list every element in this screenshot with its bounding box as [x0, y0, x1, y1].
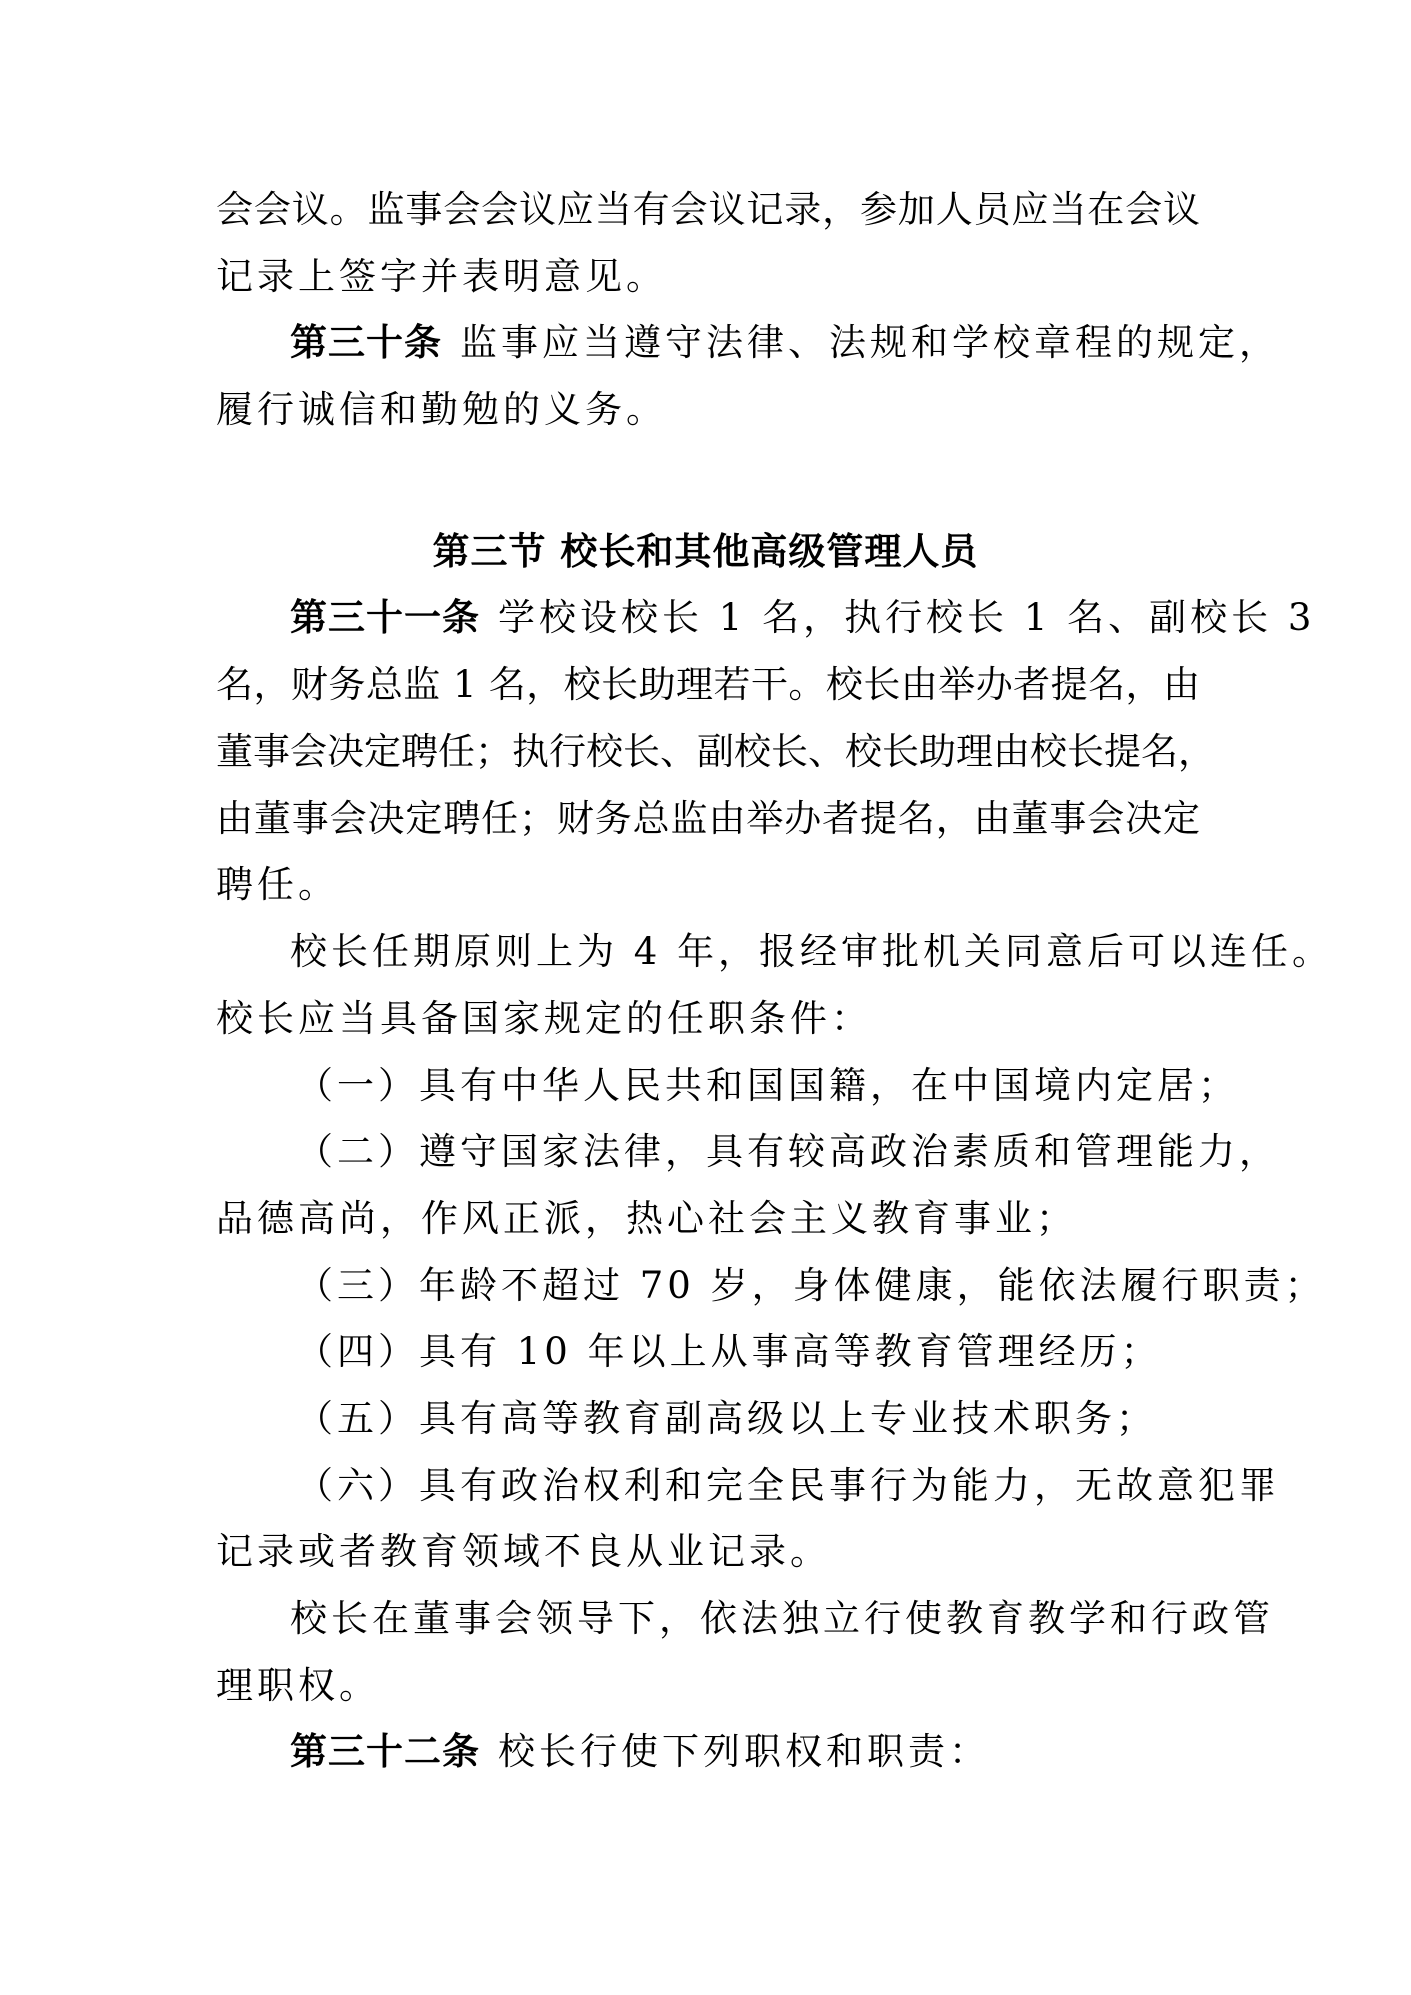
condition-item: （三）年龄不超过 70 岁，身体健康，能依法履行职责；	[296, 1264, 1326, 1307]
article-31-text: 学校设校长 1 名，执行校长 1 名、副校长 3	[498, 596, 1316, 639]
paragraph-line: 校长应当具备国家规定的任职条件：	[216, 997, 872, 1040]
paragraph-line: 履行诚信和勤勉的义务。	[216, 388, 667, 431]
condition-item: （五）具有高等教育副高级以上专业技术职务；	[296, 1397, 1157, 1440]
paragraph-line: 由董事会决定聘任；财务总监由举办者提名，由董事会决定	[216, 797, 1200, 840]
paragraph-line: 理职权。	[216, 1664, 380, 1707]
article-30-text: 监事应当遵守法律、法规和学校章程的规定，	[460, 321, 1280, 364]
paragraph-line: 校长任期原则上为 4 年，报经审批机关同意后可以连任。	[290, 930, 1334, 973]
condition-item: （六）具有政治权利和完全民事行为能力，无故意犯罪	[296, 1464, 1280, 1507]
condition-item-continued: 记录或者教育领域不良从业记录。	[216, 1530, 831, 1573]
section-heading: 第三节 校长和其他高级管理人员	[432, 530, 979, 573]
paragraph-line: 校长在董事会领导下，依法独立行使教育教学和行政管	[290, 1597, 1274, 1640]
article-32-label: 第三十二条	[290, 1730, 480, 1773]
condition-item: （一）具有中华人民共和国国籍，在中国境内定居；	[296, 1064, 1239, 1107]
paragraph-line: 聘任。	[216, 863, 339, 906]
condition-item-continued: 品德高尚，作风正派，热心社会主义教育事业；	[216, 1197, 1077, 1240]
condition-item: （四）具有 10 年以上从事高等教育管理经历；	[296, 1330, 1162, 1373]
article-30	[290, 313, 1280, 373]
condition-item: （二）遵守国家法律，具有较高政治素质和管理能力，	[296, 1130, 1280, 1173]
article-32-text: 校长行使下列职权和职责：	[498, 1730, 990, 1773]
paragraph-line: 董事会决定聘任；执行校长、副校长、校长助理由校长提名，	[216, 730, 1215, 773]
paragraph-line: 记录上签字并表明意见。	[216, 255, 667, 298]
paragraph-line: 会会议。监事会会议应当有会议记录，参加人员应当在会议	[216, 188, 1200, 231]
article-31	[290, 588, 1316, 648]
paragraph-line: 名，财务总监 1 名，校长助理若干。校长由举办者提名，由	[216, 663, 1200, 706]
article-32	[290, 1722, 1200, 1782]
article-31-label: 第三十一条	[290, 596, 480, 639]
article-30-label: 第三十条	[290, 321, 442, 364]
